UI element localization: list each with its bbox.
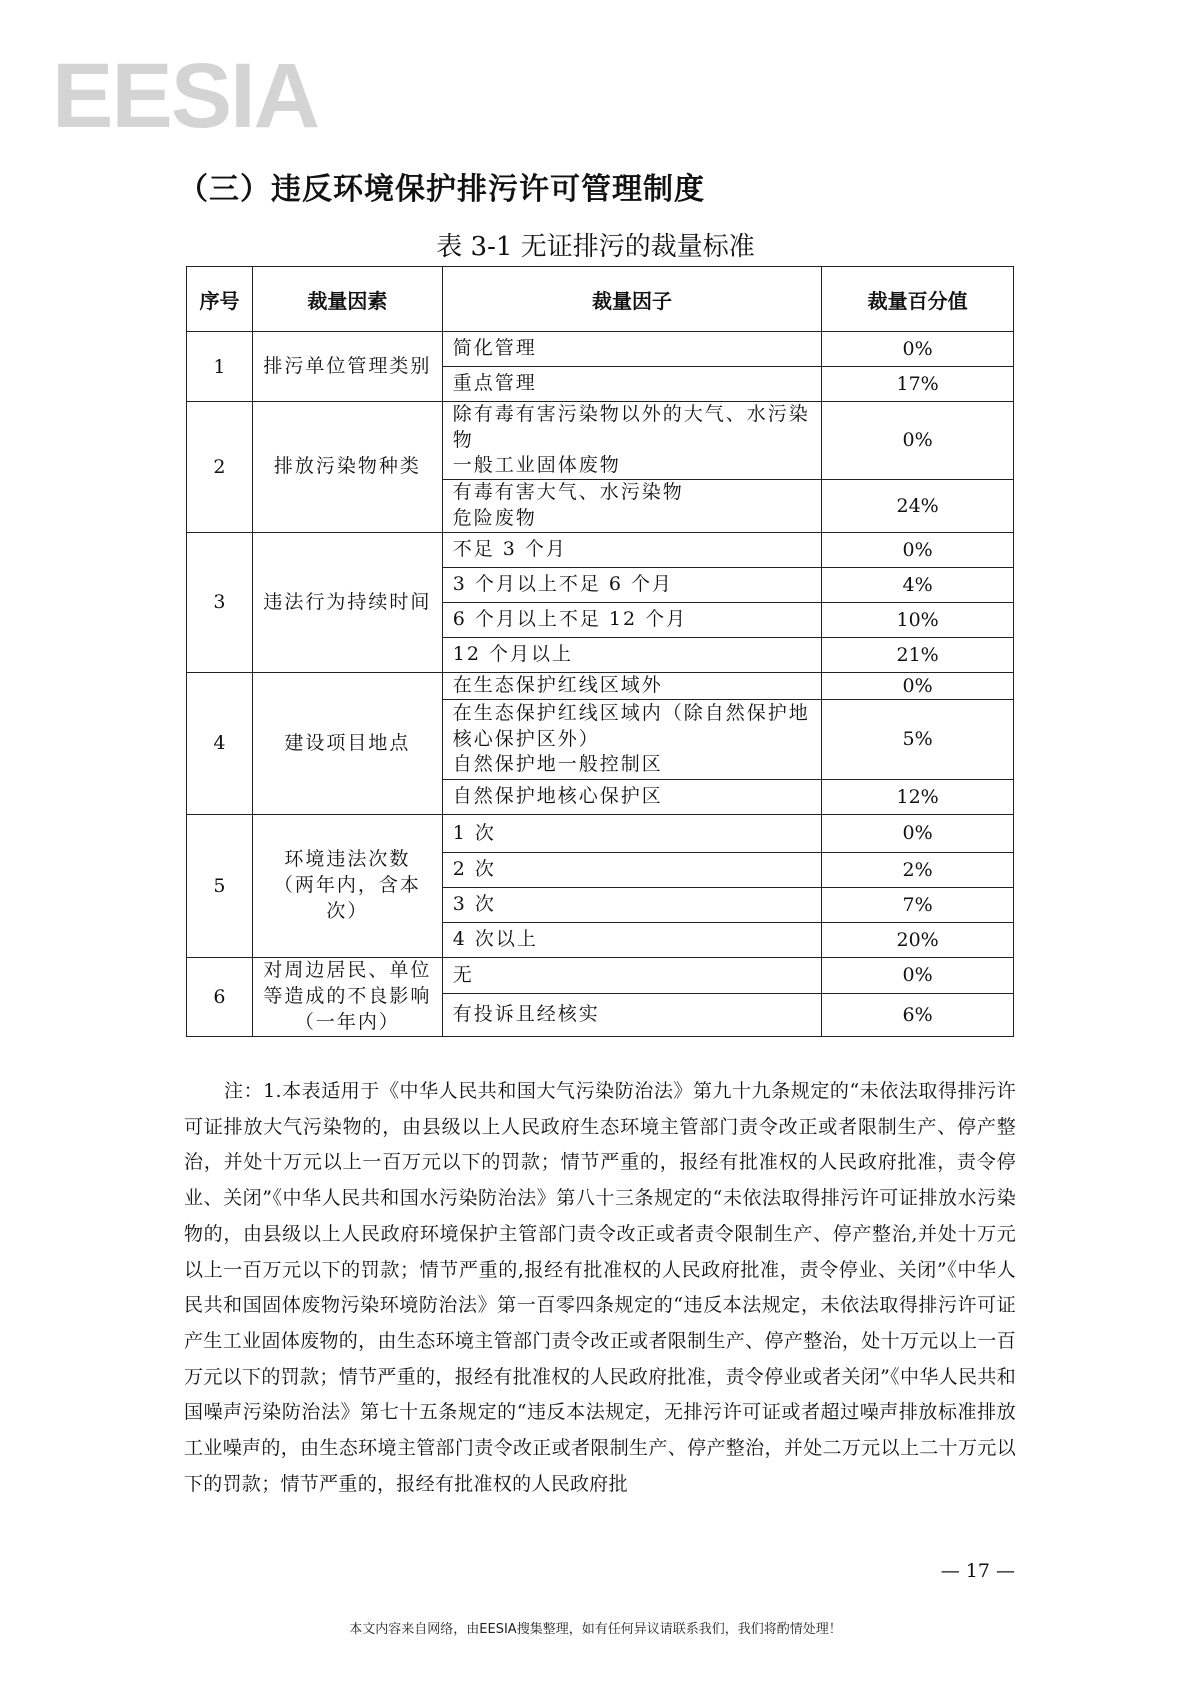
row-sub-factor: 有投诉且经核实 bbox=[442, 993, 821, 1036]
header-sub-factor: 裁量因子 bbox=[442, 267, 821, 332]
row-sub-factor: 无 bbox=[442, 957, 821, 993]
row-index: 2 bbox=[187, 402, 253, 533]
row-index: 4 bbox=[187, 672, 253, 814]
table-row bbox=[187, 332, 1014, 367]
row-percentage: 12% bbox=[822, 779, 1014, 814]
row-index: 1 bbox=[187, 332, 253, 402]
row-factor: 违法行为持续时间 bbox=[252, 532, 442, 672]
row-sub-factor: 2 次 bbox=[442, 852, 821, 887]
row-factor: 排放污染物种类 bbox=[252, 402, 442, 533]
header-factor: 裁量因素 bbox=[252, 267, 442, 332]
row-sub-factor: 1 次 bbox=[442, 814, 821, 852]
row-sub-factor: 3 个月以上不足 6 个月 bbox=[442, 567, 821, 602]
header-index: 序号 bbox=[187, 267, 253, 332]
row-index: 6 bbox=[187, 957, 253, 1036]
table-row bbox=[187, 814, 1014, 852]
row-sub-factor: 自然保护地核心保护区 bbox=[442, 779, 821, 814]
row-percentage: 21% bbox=[822, 637, 1014, 672]
section-heading: （三）违反环境保护排污许可管理制度 bbox=[178, 172, 705, 207]
row-percentage: 0% bbox=[822, 957, 1014, 993]
table-row bbox=[187, 957, 1014, 993]
row-factor: 建设项目地点 bbox=[252, 672, 442, 814]
row-factor: 对周边居民、单位等造成的不良影响（一年内） bbox=[252, 957, 442, 1036]
row-factor: 排污单位管理类别 bbox=[252, 332, 442, 402]
row-sub-factor: 4 次以上 bbox=[442, 922, 821, 957]
row-sub-factor: 不足 3 个月 bbox=[442, 532, 821, 567]
table-row bbox=[187, 532, 1014, 567]
row-percentage: 0% bbox=[822, 814, 1014, 852]
row-percentage: 17% bbox=[822, 367, 1014, 402]
row-percentage: 7% bbox=[822, 887, 1014, 922]
table-header-row bbox=[187, 267, 1014, 332]
row-sub-factor: 有毒有害大气、水污染物 危险废物 bbox=[442, 479, 821, 532]
row-sub-factor: 3 次 bbox=[442, 887, 821, 922]
row-percentage: 5% bbox=[822, 699, 1014, 779]
footer-disclaimer: 本文内容来自网络，由EESIA搜集整理，如有任何异议请联系我们，我们将酌情处理！ bbox=[349, 1622, 842, 1637]
row-index: 5 bbox=[187, 814, 253, 957]
row-percentage: 0% bbox=[822, 402, 1014, 480]
row-sub-factor: 在生态保护红线区域内（除自然保护地核心保护区外） 自然保护地一般控制区 bbox=[442, 699, 821, 779]
row-index: 3 bbox=[187, 532, 253, 672]
row-sub-factor: 6 个月以上不足 12 个月 bbox=[442, 602, 821, 637]
eesia-logo: EESIA bbox=[52, 45, 319, 147]
row-percentage: 2% bbox=[822, 852, 1014, 887]
row-percentage: 6% bbox=[822, 993, 1014, 1036]
row-percentage: 0% bbox=[822, 672, 1014, 699]
row-percentage: 10% bbox=[822, 602, 1014, 637]
table-notes: 注：1.本表适用于《中华人民共和国大气污染防治法》第九十九条规定的“未依法取得排污许可证排放大气污染物的，由县级以上人民政府生态环境主管部门责令改正或者限制生产、停产整治，并处十万元以上一百万元以下的罚款；情节严重的，报经有批准权的人民政府批准，责令停业、关闭”《中华人民共和国水污染防治法》第八十三条规定的“未依法取得排污许可证排放水污染物的，由县级以上人民政府环境保护主管部门责令改正或者责令限制生产、停产整治,并处十万元以上一百万元以下的罚款；情节严重的,报经有批准权的人民政府批准，责令停业、关闭”《中华人民共和国固体废物污染环境防治法》第一百零四条规定的“违反本法规定，未依法取得排污许可证产生工业固体废物的，由生态环境主管部门责令改正或者限制生产、停产整治，处十万元以上一百万元以下的罚款；情节严重的，报经有批准权的人民政府批准，责令停业或者关闭”《中华人民共和国噪声污染防治法》第七十五条规定的“违反本法规定，无排污许可证或者超过噪声排放标准排放工业噪声的，由生态环境主管部门责令改正或者限制生产、停产整治，并处二万元以上二十万元以下的罚款；情节严重的，报经有批准权的人民政府批 bbox=[184, 1080, 1016, 1495]
row-percentage: 0% bbox=[822, 532, 1014, 567]
row-percentage: 0% bbox=[822, 332, 1014, 367]
table-row bbox=[187, 672, 1014, 699]
row-sub-factor: 12 个月以上 bbox=[442, 637, 821, 672]
row-sub-factor: 除有毒有害污染物以外的大气、水污染物 一般工业固体废物 bbox=[442, 402, 821, 480]
table-row bbox=[187, 402, 1014, 480]
row-sub-factor: 简化管理 bbox=[442, 332, 821, 367]
row-percentage: 4% bbox=[822, 567, 1014, 602]
row-percentage: 20% bbox=[822, 922, 1014, 957]
header-percentage: 裁量百分值 bbox=[822, 267, 1014, 332]
page-number: — 17 — bbox=[940, 1560, 1015, 1582]
table-caption: 表 3-1 无证排污的裁量标准 bbox=[436, 232, 755, 262]
row-sub-factor: 在生态保护红线区域外 bbox=[442, 672, 821, 699]
row-sub-factor: 重点管理 bbox=[442, 367, 821, 402]
row-factor: 环境违法次数 （两年内，含本次） bbox=[252, 814, 442, 957]
discretion-standard-table bbox=[186, 266, 1014, 1037]
row-percentage: 24% bbox=[822, 479, 1014, 532]
